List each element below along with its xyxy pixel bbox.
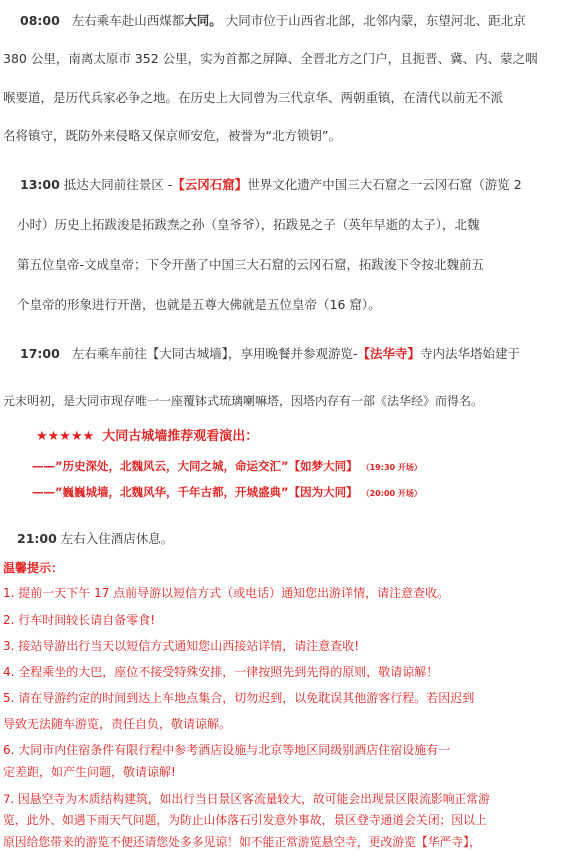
- show-2-text: ——”巍巍城墙，北魏风华，千年古都，开城盛典”【因为大同】: [32, 485, 358, 499]
- show-2-time: （20:00 开场）: [361, 489, 422, 498]
- tip-1: 1. 提前一天下午 17 点前导游以短信方式（或电话）通知您出游详情，请注意查收。: [3, 586, 450, 600]
- datong-bold: 大同。: [184, 13, 222, 28]
- text: 大同市位于山西省北部，北邻内蒙，东望河北、距北京: [225, 13, 526, 28]
- para-1700-line1: [20, 346, 579, 362]
- show-1-text: ——”历史深处，北魏风云，大同之城，命运交汇”【如梦大同】: [32, 459, 358, 473]
- para-0800-line1: [20, 13, 579, 29]
- tip-2: 2. 行车时间较长请自备零食!: [3, 613, 156, 627]
- shows-heading: [36, 428, 579, 445]
- para-2100: [17, 531, 579, 547]
- para-0800-line2: 380 公里，南离太原市 352 公里，实为首都之屏障、全晋北方之门户，且扼晋、冀、内、蒙之咽: [3, 51, 538, 66]
- tip-3: 3. 接站导游出行当天以短信方式通知您山西接站详情，请注意查收!: [3, 639, 360, 653]
- yungang-grottoes-highlight: 【云冈石窟】: [172, 177, 248, 192]
- tip-5-line2: 导致无法随车游览，责任自负，敬请谅解。: [3, 717, 232, 731]
- time-1700: 17:00: [20, 346, 60, 361]
- tip-6-line1: 6. 大同市内住宿条件有限行程中参考酒店设施与北京等地区同级别酒店住宿设施有一: [3, 743, 451, 757]
- text: 抵达大同前往景区 -: [63, 177, 173, 192]
- time-0800: 08:00: [20, 13, 60, 28]
- text: 寺内法华塔始建于: [420, 346, 521, 361]
- para-1700-line2: 元末明初，是大同市现存唯一一座覆钵式琉璃喇嘛塔，因塔内存有一部《法华经》而得名。: [3, 394, 484, 408]
- text: 世界文化遗产中国三大石窟之一云冈石窟（游览 2: [247, 177, 522, 192]
- time-2100: 21:00: [17, 531, 57, 546]
- para-1300-line2: 小时）历史上拓跋浚是拓跋焘之孙（皇爷爷），拓跋晃之子（英年早逝的太子），北魏: [17, 217, 480, 232]
- tip-4: 4. 全程乘坐的大巴，座位不接受特殊安排，一律按照先到先得的原则，敬请谅解！: [3, 665, 439, 679]
- text: 左右入住酒店休息。: [60, 531, 174, 546]
- para-0800-line3: 喉要道，是历代兵家必争之地。在历史上大同曾为三代京华、两朝重镇，在清代以前无不派: [3, 90, 504, 105]
- fahua-temple-highlight: 【法华寺】: [357, 346, 420, 361]
- show-1-time: （19:30 开场）: [361, 463, 422, 472]
- tip-7-line3: 原因给您带来的游览不便还请您处多多见谅！如不能正常游览悬空寺，更改游览【华严寺】，: [3, 835, 481, 849]
- tip-7-line2: 览，此外、如遇下雨天气问题，为防止山体落石引发意外事故，景区登寺通道会关闭；因以上: [3, 813, 487, 827]
- show-item-2: [32, 484, 579, 502]
- five-stars-icon: ★★★★★: [36, 429, 95, 444]
- para-1300-line4: 个皇帝的形象进行开凿，也就是五尊大佛就是五位皇帝（16 窟）。: [17, 297, 381, 312]
- text: 左右乘车赴山西煤都: [71, 13, 185, 28]
- shows-title: 大同古城墙推荐观看演出：: [102, 429, 259, 444]
- show-item-1: [32, 458, 579, 476]
- text: 左右乘车前往【大同古城墙】，享用晚餐并参观游览-: [71, 346, 358, 361]
- tip-5-line1: 5. 请在导游约定的时间到达上车地点集合，切勿迟到，以免耽误其他游客行程。若因迟到: [3, 691, 475, 705]
- para-1300-line1: [20, 177, 579, 193]
- tip-6-line2: 定差距，如产生问题，敬请谅解!: [3, 765, 176, 779]
- time-1300: 13:00: [20, 177, 60, 192]
- para-0800-line4: 名将镇守，既防外来侵略又保京师安危，被誉为“北方锁钥”。: [3, 128, 341, 143]
- tips-title: 温馨提示：: [3, 561, 64, 575]
- tip-7-line1: 7. 因悬空寺为木质结构建筑，如出行当日景区客流量较大，故可能会出现景区限流影响正常游: [3, 792, 490, 806]
- para-1300-line3: 第五位皇帝-文成皇帝；下令开凿了中国三大石窟的云冈石窟，拓跋浚下令按北魏前五: [17, 257, 485, 272]
